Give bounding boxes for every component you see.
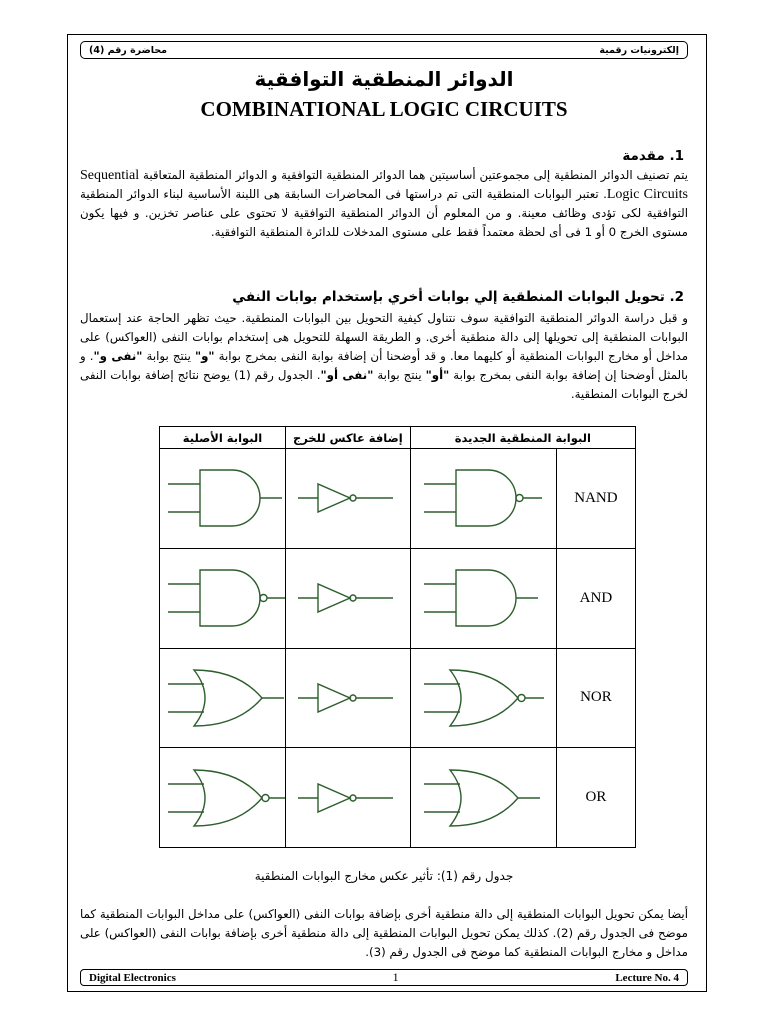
table-row <box>160 648 636 748</box>
nand-gate-icon <box>160 558 285 638</box>
and-gate-icon <box>160 458 285 538</box>
original-gate-cell <box>160 449 286 549</box>
inverter-cell <box>286 548 411 648</box>
gate-name: OR <box>556 748 635 848</box>
section-2-text-d: ينتج بوابة <box>377 368 422 382</box>
section-2-heading: 2. تحويل البوابات المنطقية إلي بوابات أخري بإستخدام بوابات النفي <box>232 289 684 305</box>
section-1-heading: 1. مقدمة <box>622 148 684 164</box>
gate-name: NOR <box>556 648 635 748</box>
inverter-icon <box>288 568 408 628</box>
original-gate-cell <box>160 748 286 848</box>
nor-gate-icon <box>160 758 285 838</box>
section-2-text-c: . و بالمثل أوضحنا إن إضافة بوابة النفى بمخرج بوابة <box>80 349 689 382</box>
section-2-nor-term: "نفى أو" <box>320 368 374 382</box>
section-1-text-b: . تعتبر البوابات المنطقية التى تم دراستها فى المحاضرات السابقة هى اللبنة الأساسية لبناء الدوائر المنطقية التوافقية لكى تؤدى وظائف معينة. و من المعلوم أن الدوائر المنطقية التوافقية لا تحتوى على عناصر تخزين. و فيها يكون مستوى الخرج 0 أو 1 فى أى لحظة معتمداً فقط على مستوى المدخلات للدائرة المنطقية التوافقية. <box>80 187 688 239</box>
table-header-row <box>160 427 636 449</box>
section-2-text-a: و قبل دراسة الدوائر المنطقية التوافقية سوف نتناول كيفية التحويل بين البوابات المنطقية. حيث تظهر الحاجة عند إستعمال البوابات المنطقية إلى تحويلها إلى دالة منطقية أخرى. و الطريقة السهلة للتحويل هى إستخدام بوابات النفى (العواكس) على مداخل أو مخارج البوابات المنطقية أو كليهما معا. و قد أوضحنا أن إضافة بوابة النفى بمخرج بوابة <box>80 311 689 363</box>
inverter-cell <box>286 648 411 748</box>
new-gate-cell <box>410 648 556 748</box>
header-add-inverter: إضافة عاكس للخرج <box>286 427 411 449</box>
section-1-term-sequential: Sequential Logic Circuits <box>80 168 688 202</box>
gate-conversion-table <box>159 426 636 848</box>
section-2-text-e: . الجدول رقم (1) يوضح نتائج إضافة بوابات النفى لخرج البوابات المنطقية. <box>80 368 688 401</box>
header-original-gate: البوابة الأصلية <box>160 427 286 449</box>
table-caption: جدول رقم (1): تأثير عكس مخارج البوابات المنطقية <box>254 869 514 883</box>
inverter-icon <box>288 768 408 828</box>
section-2-or-term: "أو" <box>425 368 450 382</box>
or-gate-icon <box>416 758 551 838</box>
section-1-paragraph <box>80 166 688 242</box>
table-row <box>160 449 636 549</box>
page-title-arabic: الدوائر المنطقية التوافقية <box>254 67 514 91</box>
inverter-icon <box>288 468 408 528</box>
footer-course-name: Digital Electronics <box>89 971 176 984</box>
gate-name: AND <box>556 548 635 648</box>
section-2-and-term: "و" <box>194 349 215 363</box>
inverter-cell <box>286 449 411 549</box>
page-footer <box>80 969 688 986</box>
original-gate-cell <box>160 648 286 748</box>
header-new-gate: البوابة المنطقية الجديدة <box>410 427 635 449</box>
nand-gate-icon <box>416 458 551 538</box>
page-header <box>80 41 688 59</box>
new-gate-cell <box>410 548 556 648</box>
table-row <box>160 748 636 848</box>
gate-name: NAND <box>556 449 635 549</box>
nor-gate-icon <box>416 658 551 738</box>
page-title-english: COMBINATIONAL LOGIC CIRCUITS <box>200 97 568 121</box>
section-2-nand-term: "نفى و" <box>93 349 143 363</box>
new-gate-cell <box>410 449 556 549</box>
original-gate-cell <box>160 548 286 648</box>
section-2-text-b: ينتج بوابة <box>146 349 191 363</box>
new-gate-cell <box>410 748 556 848</box>
section-2-paragraph <box>80 309 688 404</box>
inverter-icon <box>288 668 408 728</box>
section-1-text-a: يتم تصنيف الدوائر المنطقية إلى مجموعتين أساسيتين هما الدوائر المنطقية التوافقية و الدوائر المنطقية المتعاقبة <box>143 168 688 182</box>
or-gate-icon <box>160 658 285 738</box>
header-course-title: إلكترونيات رقمية <box>599 44 679 56</box>
footer-lecture-number: Lecture No. 4 <box>615 971 679 984</box>
inverter-cell <box>286 748 411 848</box>
and-gate-icon <box>416 558 551 638</box>
section-3-paragraph: أيضا يمكن تحويل البوابات المنطقية إلى دالة منطقية أخرى بإضافة بوابات النفى (العواكس) على مداخل البوابات المنطقية كما موضح فى الجدول رقم (2). كذلك يمكن تحويل البوابات المنطقية إلى دالة منطقية أخرى بإضافة بوابات النفى (العواكس) على مداخل و مخارج البوابات المنطقية كما موضح فى الجدول رقم (3). <box>80 907 688 959</box>
header-lecture-number: محاضرة رقم (4) <box>89 44 168 56</box>
footer-page-number: 1 <box>392 970 399 984</box>
table-row <box>160 548 636 648</box>
